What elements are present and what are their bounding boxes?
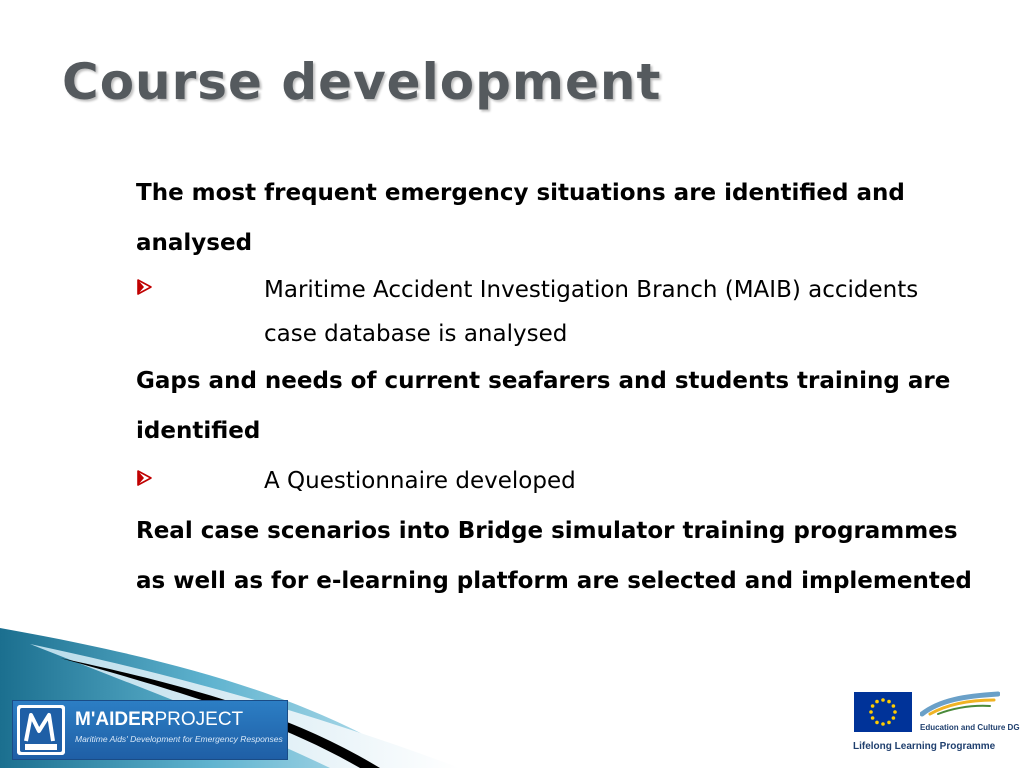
paragraph-emergency-situations: The most frequent emergency situations are identified and analysed xyxy=(136,180,905,256)
maider-title: M'AIDERPROJECT xyxy=(75,709,244,730)
education-culture-label: Education and Culture DG xyxy=(920,723,1020,732)
page-title: Course development xyxy=(62,53,662,111)
maider-m-logo-icon xyxy=(17,705,65,755)
paragraph-gaps-needs: Gaps and needs of current seafarers and students training are identified xyxy=(136,368,951,444)
paragraph-real-case-scenarios: Real case scenarios into Bridge simulator training programmes as well as for e-learning platform are selected and implemented xyxy=(136,518,972,594)
lifelong-learning-label: Lifelong Learning Programme xyxy=(853,741,996,752)
arrow-bullet-icon xyxy=(136,463,154,493)
maider-subtitle: Maritime Aids' Development for Emergency Responses xyxy=(75,734,283,744)
eu-lifelong-learning-logo xyxy=(850,688,1020,762)
bullet-item-maib xyxy=(136,268,976,356)
lifelong-learning-swoosh-icon xyxy=(920,690,1000,718)
maider-project-logo xyxy=(12,700,288,760)
eu-flag-icon xyxy=(854,692,912,732)
bullet-item-questionnaire xyxy=(136,456,976,506)
arrow-bullet-icon xyxy=(136,272,154,302)
bullet-text-maib: Maritime Accident Investigation Branch (MAIB) accidents case database is analysed xyxy=(264,277,919,347)
bullet-text-questionnaire: A Questionnaire developed xyxy=(264,468,576,494)
slide-body xyxy=(136,168,976,606)
